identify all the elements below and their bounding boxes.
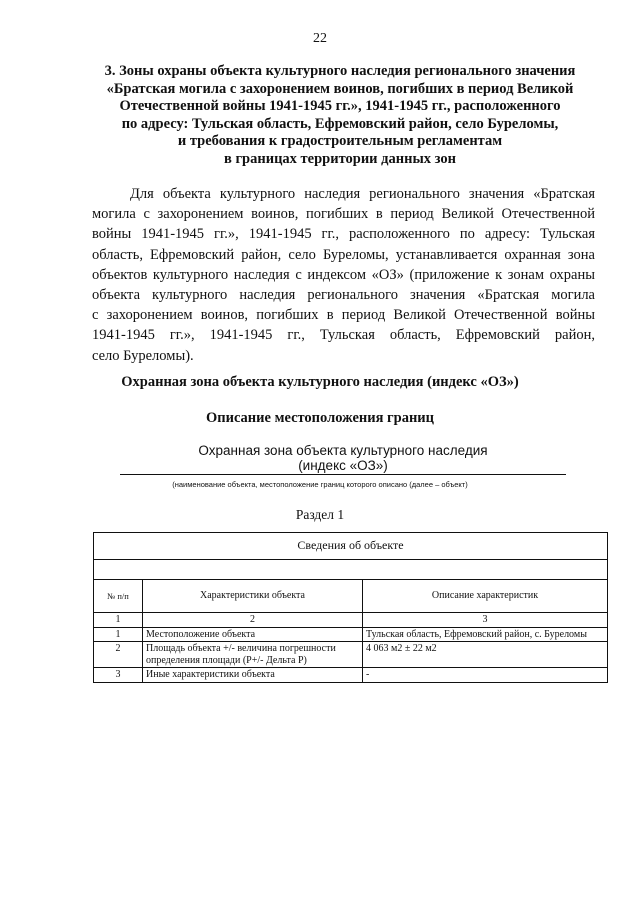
section-label: Раздел 1 [295, 507, 345, 522]
paragraph-line: с захоронением воинов, погибших в период Великой Отечественной войны [92, 307, 595, 324]
heading-line: 3. Зоны охраны объекта культурного наследия регионального значения [104, 63, 576, 79]
heading-line: и требования к градостроительным регламентам [177, 133, 503, 150]
table-cell: Местоположение объекта [143, 627, 363, 642]
table-row [94, 668, 608, 683]
table-cell: Иные характеристики объекта [143, 668, 363, 683]
object-name-line: (индекс «ОЗ») [298, 458, 388, 473]
heading-line: по адресу: Тульская область, Ефремовский район, село Буреломы, [121, 115, 559, 132]
table-cell: - [363, 668, 608, 683]
paragraph-line: Для объекта культурного наследия регионального значения «Братская [130, 186, 595, 202]
table-cell: 1 [94, 627, 143, 642]
table-cell: 1 [94, 613, 143, 628]
zone-title: Охранная зона объекта культурного наследия (индекс «ОЗ») [121, 374, 519, 390]
table-row [94, 642, 608, 668]
table-spacer-row [94, 560, 608, 580]
paragraph-line: войны 1941-1945 гг.», 1941-1945 гг., расположенного по адресу: Тульская [92, 226, 595, 243]
table-cell: 2 [143, 613, 363, 628]
section-heading [80, 63, 600, 169]
body-paragraph [92, 184, 595, 366]
paragraph-line: 1941-1945 гг.», 1941-1945 гг., Тульская область, Ефремовский район, [92, 327, 595, 344]
heading-line: «Братская могила с захоронением воинов, погибших в период Великой [106, 80, 574, 97]
object-name [120, 443, 566, 475]
table-cell: 3 [94, 668, 143, 683]
column-header-number: № п/п [94, 580, 143, 613]
table-row [94, 627, 608, 642]
description-title: Описание местоположения границ [205, 410, 435, 426]
table-cell: 3 [363, 613, 608, 628]
column-header-description: Описание характеристик [363, 580, 608, 613]
paragraph-line: могила с захоронением воинов, погибших в период Великой Отечественной [92, 206, 595, 223]
paragraph-line: село Буреломы). [92, 347, 194, 364]
object-name-line: Охранная зона объекта культурного наследия [198, 443, 488, 458]
table-caption: Сведения об объекте [94, 533, 608, 560]
table-cell: Тульская область, Ефремовский район, с. Буреломы [363, 627, 608, 642]
table-cell: 2 [94, 642, 143, 668]
paragraph-line: область, Ефремовский район, село Буреломы, устанавливается охранная зона [92, 246, 595, 263]
table-cell: Площадь объекта +/- величина погрешности определения площади (Р+/- Дельта Р) [143, 642, 363, 668]
object-info-table [93, 532, 608, 683]
object-caption: (наименование объекта, местоположение границ которого описано (далее – объект) [172, 480, 468, 489]
table-index-row [94, 613, 608, 628]
paragraph-line: объекта культурного наследия регионального значения «Братская могила [92, 287, 595, 304]
table-cell: 4 063 м2 ± 22 м2 [363, 642, 608, 668]
table-header-row [94, 580, 608, 613]
paragraph-line: объектов культурного наследия с индексом «ОЗ» (приложение к зонам охраны [92, 266, 595, 283]
heading-line: в границах территории данных зон [224, 150, 456, 167]
heading-line: Отечественной войны 1941-1945 гг.», 1941-1945 гг., расположенного [119, 98, 561, 115]
column-header-characteristic: Характеристики объекта [143, 580, 363, 613]
page-number: 22 [313, 31, 327, 46]
